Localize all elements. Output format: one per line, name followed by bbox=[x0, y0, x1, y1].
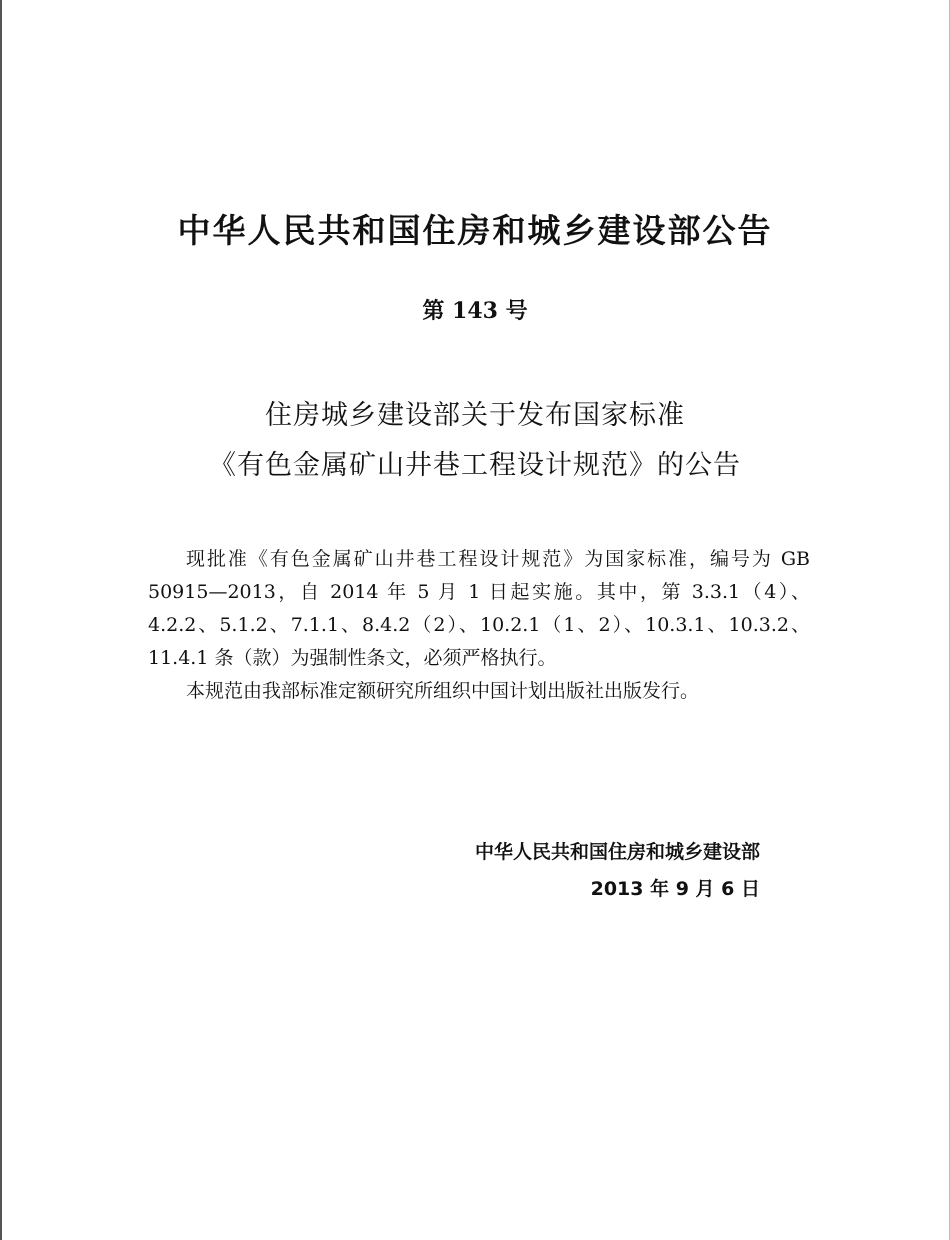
paragraph-approval: 现批准《有色金属矿山井巷工程设计规范》为国家标准，编号为 GB 50915—2013，自 2014 年 5 月 1 日起实施。其中，第 3.3.1（4）、4.2.2、5.1.2、7.1.1、8.4.2（2）、10.2.1（1、2）、10.3.1、10.3.2、11.4.1 条（款）为强制性条文，必须严格执行。 bbox=[148, 548, 810, 669]
notice-body bbox=[148, 543, 810, 708]
subtitle-line-2: 《有色金属矿山井巷工程设计规范》的公告 bbox=[209, 450, 741, 481]
issuer-name: 中华人民共和国住房和城乡建设部 bbox=[474, 841, 760, 863]
page-left-border bbox=[0, 0, 2, 1240]
main-title: 中华人民共和国住房和城乡建设部公告 bbox=[177, 211, 773, 250]
signature-block bbox=[475, 834, 760, 908]
issue-date: 2013 年 9 月 6 日 bbox=[590, 878, 760, 900]
subtitle-line-1: 住房城乡建设部关于发布国家标准 bbox=[265, 400, 685, 431]
notice-number: 第 143 号 bbox=[422, 298, 528, 324]
paragraph-publication: 本规范由我部标准定额研究所组织中国计划出版社出版发行。 bbox=[186, 680, 700, 702]
